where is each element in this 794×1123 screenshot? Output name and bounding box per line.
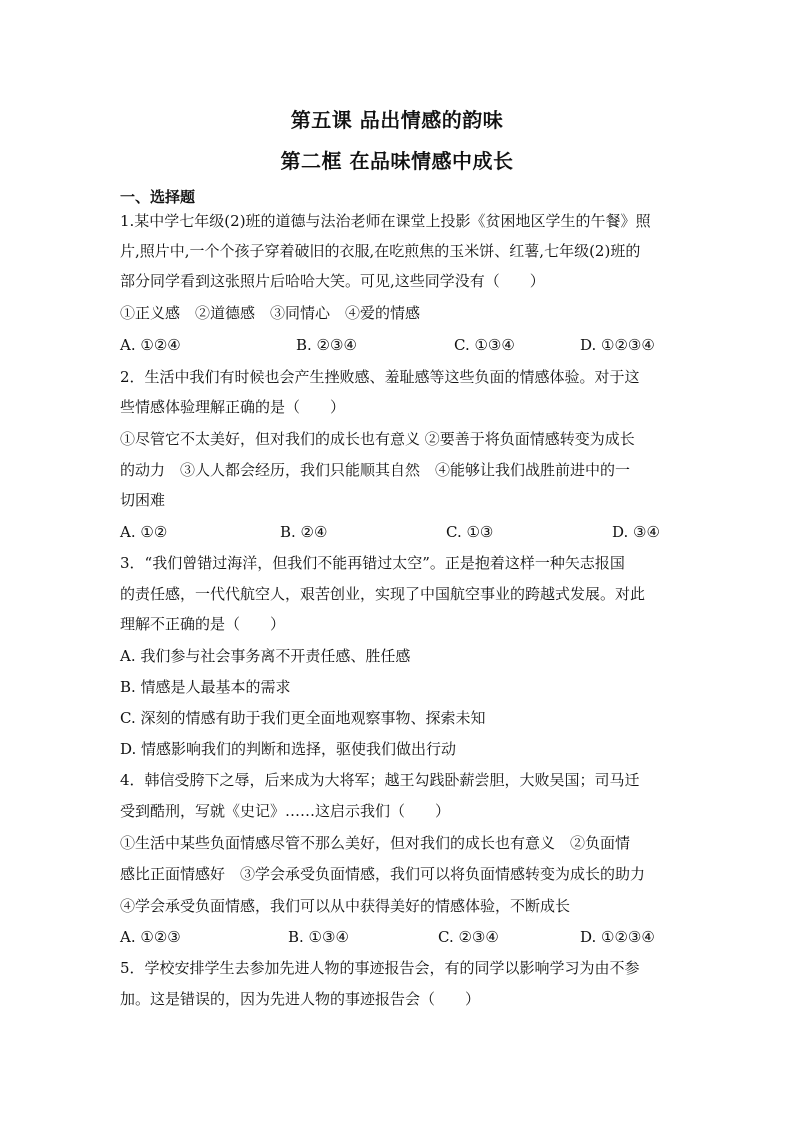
question-4-option-d: D. ①②③④ bbox=[580, 928, 655, 946]
question-2-line: ①尽管它不太美好，但对我们的成长也有意义 ②要善于将负面情感转变为成长 bbox=[120, 430, 635, 448]
question-4-line: 感比正面情感好 ③学会承受负面情感，我们可以将负面情感转变为成长的助力 bbox=[120, 865, 646, 883]
question-1-line: 部分同学看到这张照片后哈哈大笑。可见,这些同学没有（ ） bbox=[120, 272, 545, 290]
question-3-line: 的责任感，一代代航空人，艰苦创业，实现了中国航空事业的跨越式发展。对此 bbox=[120, 585, 646, 603]
question-1-option-c: C. ①③④ bbox=[454, 336, 515, 354]
question-3-option-c: C. 深刻的情感有助于我们更全面地观察事物、探索未知 bbox=[120, 709, 486, 727]
question-3-option-d: D. 情感影响我们的判断和选择，驱使我们做出行动 bbox=[120, 740, 457, 758]
question-1-statements: ①正义感 ②道德感 ③同情心 ④爱的情感 bbox=[120, 304, 421, 322]
question-5-line: 加。这是错误的，因为先进人物的事迹报告会（ ） bbox=[120, 990, 481, 1008]
lesson-title: 第五课 品出情感的韵味 bbox=[290, 108, 504, 132]
question-4-option-b: B. ①③④ bbox=[288, 928, 349, 946]
lesson-subtitle: 第二框 在品味情感中成长 bbox=[280, 149, 514, 173]
question-2-line: 2．生活中我们有时候也会产生挫败感、羞耻感等这些负面的情感体验。对于这 bbox=[120, 368, 640, 386]
question-5-line: 5．学校安排学生去参加先进人物的事迹报告会，有的同学以影响学习为由不参 bbox=[120, 959, 640, 977]
section-heading: 一、选择题 bbox=[120, 188, 196, 206]
question-2-option-b: B. ②④ bbox=[280, 523, 328, 541]
question-2-option-c: C. ①③ bbox=[446, 523, 494, 541]
question-3-option-a: A. 我们参与社会事务离不开责任感、胜任感 bbox=[120, 647, 411, 665]
question-1-option-a: A. ①②④ bbox=[120, 336, 181, 354]
question-2-line: 些情感体验理解正确的是（ ） bbox=[120, 398, 346, 416]
question-1-line: 1.某中学七年级(2)班的道德与法治老师在课堂上投影《贫困地区学生的午餐》照 bbox=[120, 212, 651, 230]
question-3-option-b: B. 情感是人最基本的需求 bbox=[120, 678, 291, 696]
question-4-line: 4．韩信受胯下之辱，后来成为大将军；越王勾践卧薪尝胆，大败吴国；司马迁 bbox=[120, 771, 640, 789]
question-1-line: 片,照片中,一个个孩子穿着破旧的衣服,在吃煎焦的玉米饼、红薯,七年级(2)班的 bbox=[120, 242, 641, 260]
question-4-option-a: A. ①②③ bbox=[120, 928, 181, 946]
question-2-option-a: A. ①② bbox=[120, 523, 168, 541]
question-2-line: 的动力 ③人人都会经历，我们只能顺其自然 ④能够让我们战胜前进中的一 bbox=[120, 461, 631, 479]
question-1-option-d: D. ①②③④ bbox=[580, 336, 655, 354]
question-2-line: 切困难 bbox=[120, 491, 166, 509]
question-4-line: ①生活中某些负面情感尽管不那么美好，但对我们的成长也有意义 ②负面情 bbox=[120, 834, 631, 852]
question-1-option-b: B. ②③④ bbox=[296, 336, 357, 354]
question-4-line: ④学会承受负面情感，我们可以从中获得美好的情感体验，不断成长 bbox=[120, 897, 571, 915]
question-4-line: 受到酷刑，写就《史记》……这启示我们（ ） bbox=[120, 802, 451, 820]
question-2-option-d: D. ③④ bbox=[612, 523, 660, 541]
question-3-line: 3．“我们曾错过海洋，但我们不能再错过太空”。正是抱着这样一种矢志报国 bbox=[120, 554, 625, 572]
question-4-option-c: C. ②③④ bbox=[438, 928, 499, 946]
question-3-line: 理解不正确的是（ ） bbox=[120, 615, 286, 633]
